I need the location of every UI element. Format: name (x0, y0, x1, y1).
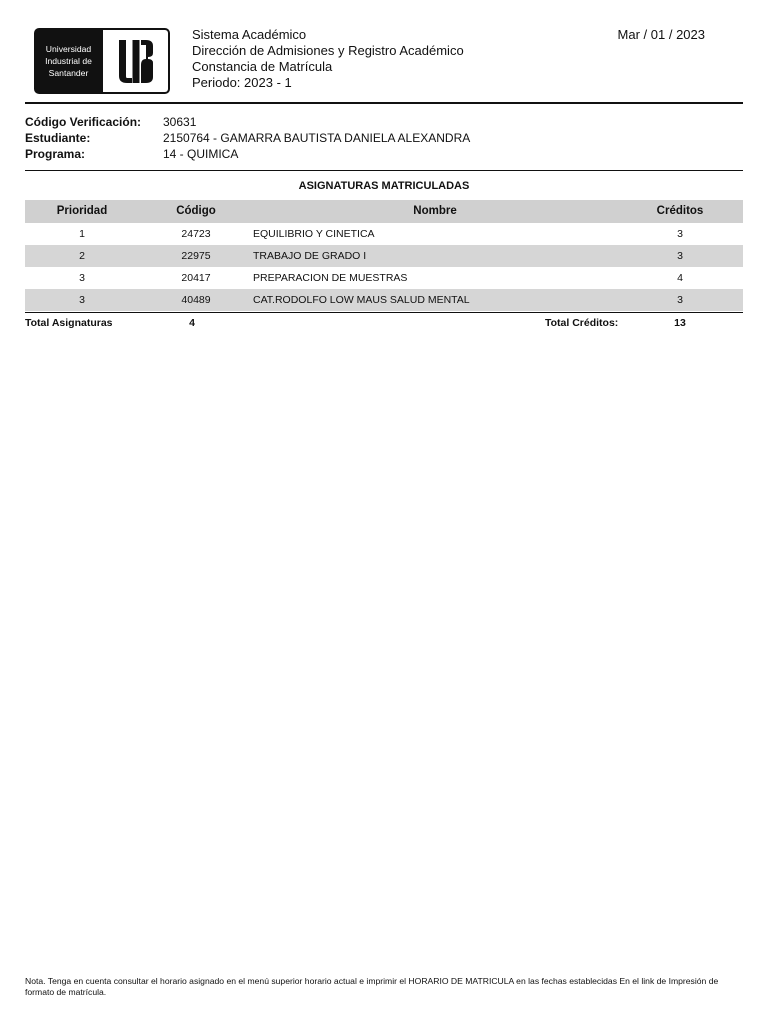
subjects-table-body (25, 223, 743, 311)
student-info (25, 114, 470, 162)
document-header (192, 27, 464, 91)
verification-value: 30631 (163, 115, 197, 129)
section-title: ASIGNATURAS MATRICULADAS (298, 180, 470, 192)
header-priority: Prioridad (56, 205, 108, 217)
totals-row (25, 316, 743, 330)
logo-line-1: Universidad (45, 44, 92, 54)
verification-row (25, 114, 470, 130)
uis-emblem-icon (103, 28, 170, 94)
program-value: 14 - QUIMICA (163, 147, 239, 161)
table-row (25, 289, 743, 311)
cell-priority: 2 (79, 250, 85, 262)
cell-code: 40489 (181, 294, 211, 306)
cell-name: CAT.RODOLFO LOW MAUS SALUD MENTAL (253, 294, 470, 306)
cell-code: 24723 (181, 228, 211, 240)
cell-code: 22975 (181, 250, 211, 262)
table-header (25, 200, 743, 223)
header-department: Dirección de Admisiones y Registro Académico (192, 43, 464, 58)
verification-label: Código Verificación: (25, 115, 142, 129)
cell-code: 20417 (181, 272, 211, 284)
cell-credits: 3 (677, 250, 683, 262)
header-credits: Créditos (656, 205, 704, 217)
total-subjects-label: Total Asignaturas (25, 317, 113, 329)
logo-text-block (34, 28, 103, 94)
student-row (25, 130, 470, 146)
cell-priority: 1 (79, 228, 85, 240)
cell-priority: 3 (79, 272, 85, 284)
header-document-type: Constancia de Matrícula (192, 59, 333, 74)
student-label: Estudiante: (25, 131, 91, 145)
header-code: Código (176, 205, 216, 217)
table-row (25, 245, 743, 267)
total-credits-value: 13 (674, 317, 686, 329)
header-period: Periodo: 2023 - 1 (192, 75, 292, 90)
table-row (25, 267, 743, 289)
cell-credits: 3 (677, 294, 683, 306)
cell-credits: 4 (677, 272, 683, 284)
table-row (25, 223, 743, 245)
header-divider (25, 102, 743, 104)
total-credits-label: Total Créditos: (545, 317, 619, 329)
university-logo (34, 28, 172, 94)
cell-priority: 3 (79, 294, 85, 306)
total-subjects-value: 4 (189, 317, 195, 329)
cell-name: TRABAJO DE GRADO I (253, 250, 367, 262)
header-name: Nombre (413, 205, 457, 217)
document-date: Mar / 01 / 2023 (617, 27, 705, 42)
table-divider (25, 312, 743, 313)
footer-note: Nota. Tenga en cuenta consultar el horario asignado en el menú superior horario actual e imprimir el HORARIO DE MATRICULA en las fechas establecidas En el link de Impresión de formato de matrícula. (25, 976, 719, 997)
student-value: 2150764 - GAMARRA BAUTISTA DANIELA ALEXANDRA (163, 131, 471, 145)
logo-line-2: Industrial de (45, 56, 92, 66)
info-divider (25, 170, 743, 171)
program-row (25, 146, 470, 162)
cell-credits: 3 (677, 228, 683, 240)
cell-name: EQUILIBRIO Y CINETICA (253, 228, 375, 240)
header-system: Sistema Académico (192, 27, 307, 42)
cell-name: PREPARACION DE MUESTRAS (253, 272, 408, 284)
logo-line-3: Santander (48, 68, 89, 78)
program-label: Programa: (25, 147, 86, 161)
